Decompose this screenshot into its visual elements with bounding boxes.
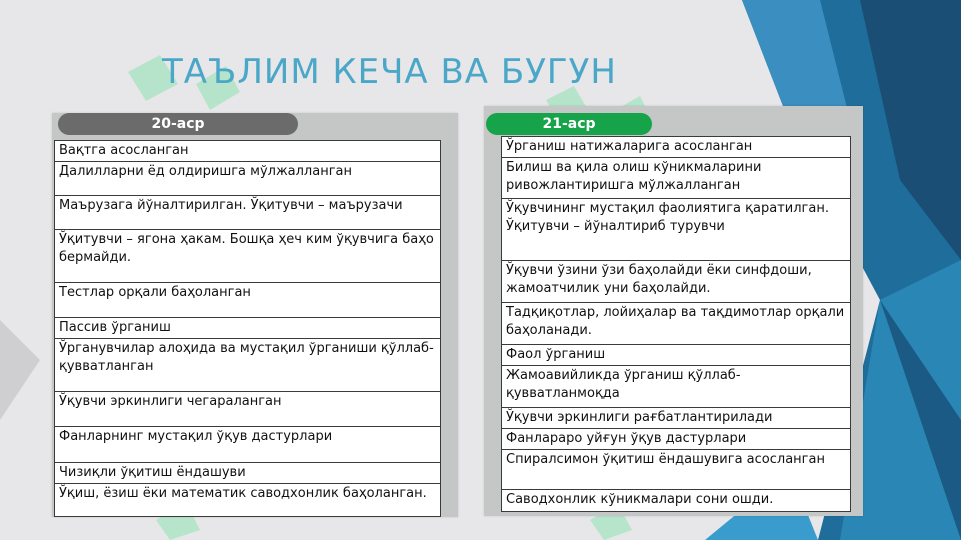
table-cell: Тадқиқотлар, лойиҳалар ва тақдимотлар орқали баҳоланади. xyxy=(502,303,851,345)
table-cell: Чизиқли ўқитиш ёндашуви xyxy=(55,463,441,484)
table-cell: Билиш ва қила олиш кўникмаларини ривожлантиришга мўлжалланган xyxy=(502,158,851,199)
table-cell: Ўқитувчи – ягона ҳакам. Бошқа ҳеч ким ўқувчига баҳо бермайди. xyxy=(55,230,441,283)
table-cell: Вақтга асосланган xyxy=(55,141,441,162)
slide-title: ТАЪЛИМ КЕЧА ВА БУГУН xyxy=(162,52,617,92)
table-cell: Тестлар орқали баҳоланган xyxy=(55,283,441,318)
table-cell: Фанларнинг мустақил ўқув дастурлари xyxy=(55,427,441,463)
header-20th-century: 20-аср xyxy=(58,113,298,135)
table-cell: Ўқувчи ўзини ўзи баҳолайди ёки синфдоши, жамоатчилик уни баҳолайди. xyxy=(502,261,851,303)
table-cell: Ўрганиш натижаларига асосланган xyxy=(502,137,851,158)
table-21st-century xyxy=(501,136,851,512)
table-cell: Ўқувчининг мустақил фаолиятига қаратилган. Ўқитувчи – йўналтириб турувчи xyxy=(502,199,851,261)
table-cell: Пассив ўрганиш xyxy=(55,318,441,339)
table-cell: Ўқувчи эркинлиги чегараланган xyxy=(55,392,441,427)
table-cell: Саводхонлик кўникмалари сони ошди. xyxy=(502,490,851,512)
table-cell: Фанлараро уйғун ўқув дастурлари xyxy=(502,429,851,450)
table-cell: Ўрганувчилар алоҳида ва мустақил ўрганиши қўллаб-қувватланган xyxy=(55,339,441,392)
table-cell: Ўқиш, ёзиш ёки математик саводхонлик баҳоланган. xyxy=(55,484,441,517)
table-cell: Далилларни ёд олдиришга мўлжалланган xyxy=(55,162,441,196)
header-21st-century: 21-аср xyxy=(486,113,652,135)
table-cell: Жамоавийликда ўрганиш қўллаб-қувватланмоқда xyxy=(502,366,851,408)
table-cell: Ўқувчи эркинлиги рағбатлантирилади xyxy=(502,408,851,429)
table-cell: Фаол ўрганиш xyxy=(502,345,851,366)
table-cell: Спиралсимон ўқитиш ёндашувига асосланган xyxy=(502,450,851,490)
table-20th-century xyxy=(54,140,441,517)
table-cell: Маърузага йўналтирилган. Ўқитувчи – маърузачи xyxy=(55,196,441,230)
